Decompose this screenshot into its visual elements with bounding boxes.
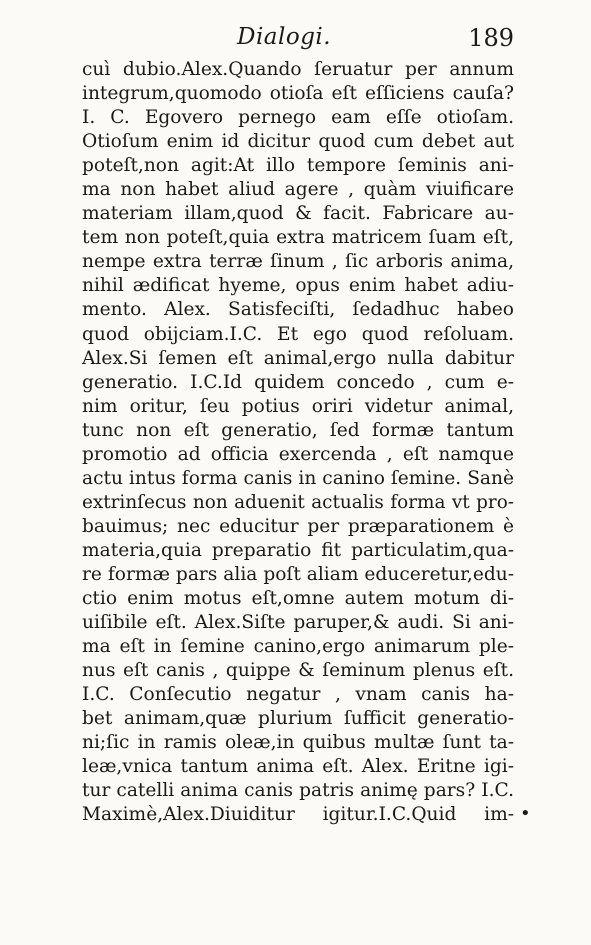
text-line: re formæ pars alia poſt aliam educeretur,edu-: [82, 563, 514, 585]
text-line: quod obijciam.I.C. Et ego quod reſoluam.: [82, 323, 514, 345]
text-line: nempe extra terræ ſinum , ſic arboris anima,: [82, 251, 514, 273]
text-line: Maximè,Alex.Diuiditur igitur.I.C.Quid im-: [82, 804, 514, 826]
text-line: ctio enim motus eſt,omne autem motum di-: [82, 588, 514, 610]
text-line: nihil ædificat hyeme, opus enim habet adiu-: [82, 275, 514, 297]
text-line: tunc non eſt generatio, ſed formæ tantum: [82, 419, 514, 441]
text-line: mento. Alex. Satisfeciſti, ſedadhuc habeo: [82, 299, 514, 321]
text-line: extrinſecus non aduenit actualis forma vt pro-: [82, 491, 514, 513]
text-line: integrum,quomodo otioſa eſt eſſiciens cauſa?: [82, 83, 514, 105]
page-number: 189: [468, 24, 514, 52]
text-line: ma eſt in ſemine canino,ergo animarum ple-: [82, 636, 514, 658]
text-line: poteſt,non agit:At illo tempore ſeminis ani-: [82, 155, 514, 177]
text-line: leæ,vnica tantum anima eſt. Alex. Eritne igi-: [82, 756, 514, 778]
text-line: Otioſum enim id dicitur quod cum debet aut: [82, 131, 514, 153]
body-text: [82, 58, 514, 828]
running-head: Dialogi.: [237, 24, 332, 50]
text-line: promotio ad officia exercenda , eſt namque: [82, 443, 514, 465]
text-line: materiam illam,quod & facit. Fabricare au-: [82, 203, 514, 225]
text-line: nim oritur, ſeu potius oriri videtur animal,: [82, 395, 514, 417]
text-line: ma non habet aliud agere , quàm viuificare: [82, 179, 514, 201]
text-line: I. C. Egovero pernego eam eſſe otioſam.: [82, 107, 514, 129]
text-line: generatio. I.C.Id quidem concedo , cum e-: [82, 371, 514, 393]
text-line: Alex.Si ſemen eſt animal,ergo nulla dabitur: [82, 347, 514, 369]
text-line: cuì dubio.Alex.Quando ſeruatur per annum: [82, 59, 514, 80]
text-line: nus eſt canis , quippe & ſeminum plenus eſt.: [82, 660, 514, 682]
text-line: I.C. Conſecutio negatur , vnam canis ha-: [82, 684, 514, 706]
text-line: tem non poteſt,quia extra matricem ſuam eſt,: [82, 227, 514, 249]
text-line: tur catelli anima canis patris animę pars? I.C.: [82, 780, 514, 802]
text-line: uiſibile eſt. Alex.Siſte paruper,& audi. Si ani-: [82, 612, 514, 634]
text-line: bet animam,quæ plurium ſufficit generatio-: [82, 708, 514, 730]
text-line: actu intus forma canis in canino ſemine. Sanè: [82, 467, 514, 489]
text-line: materia,quia preparatio fit particulatim,qua-: [82, 539, 514, 561]
text-line: ni;ſic in ramis oleæ,in quibus multæ ſunt ta-: [82, 732, 514, 754]
text-line: bauimus; nec educitur per præparationem è: [82, 515, 514, 537]
page-header: [82, 24, 514, 56]
margin-mark: •: [520, 803, 531, 824]
